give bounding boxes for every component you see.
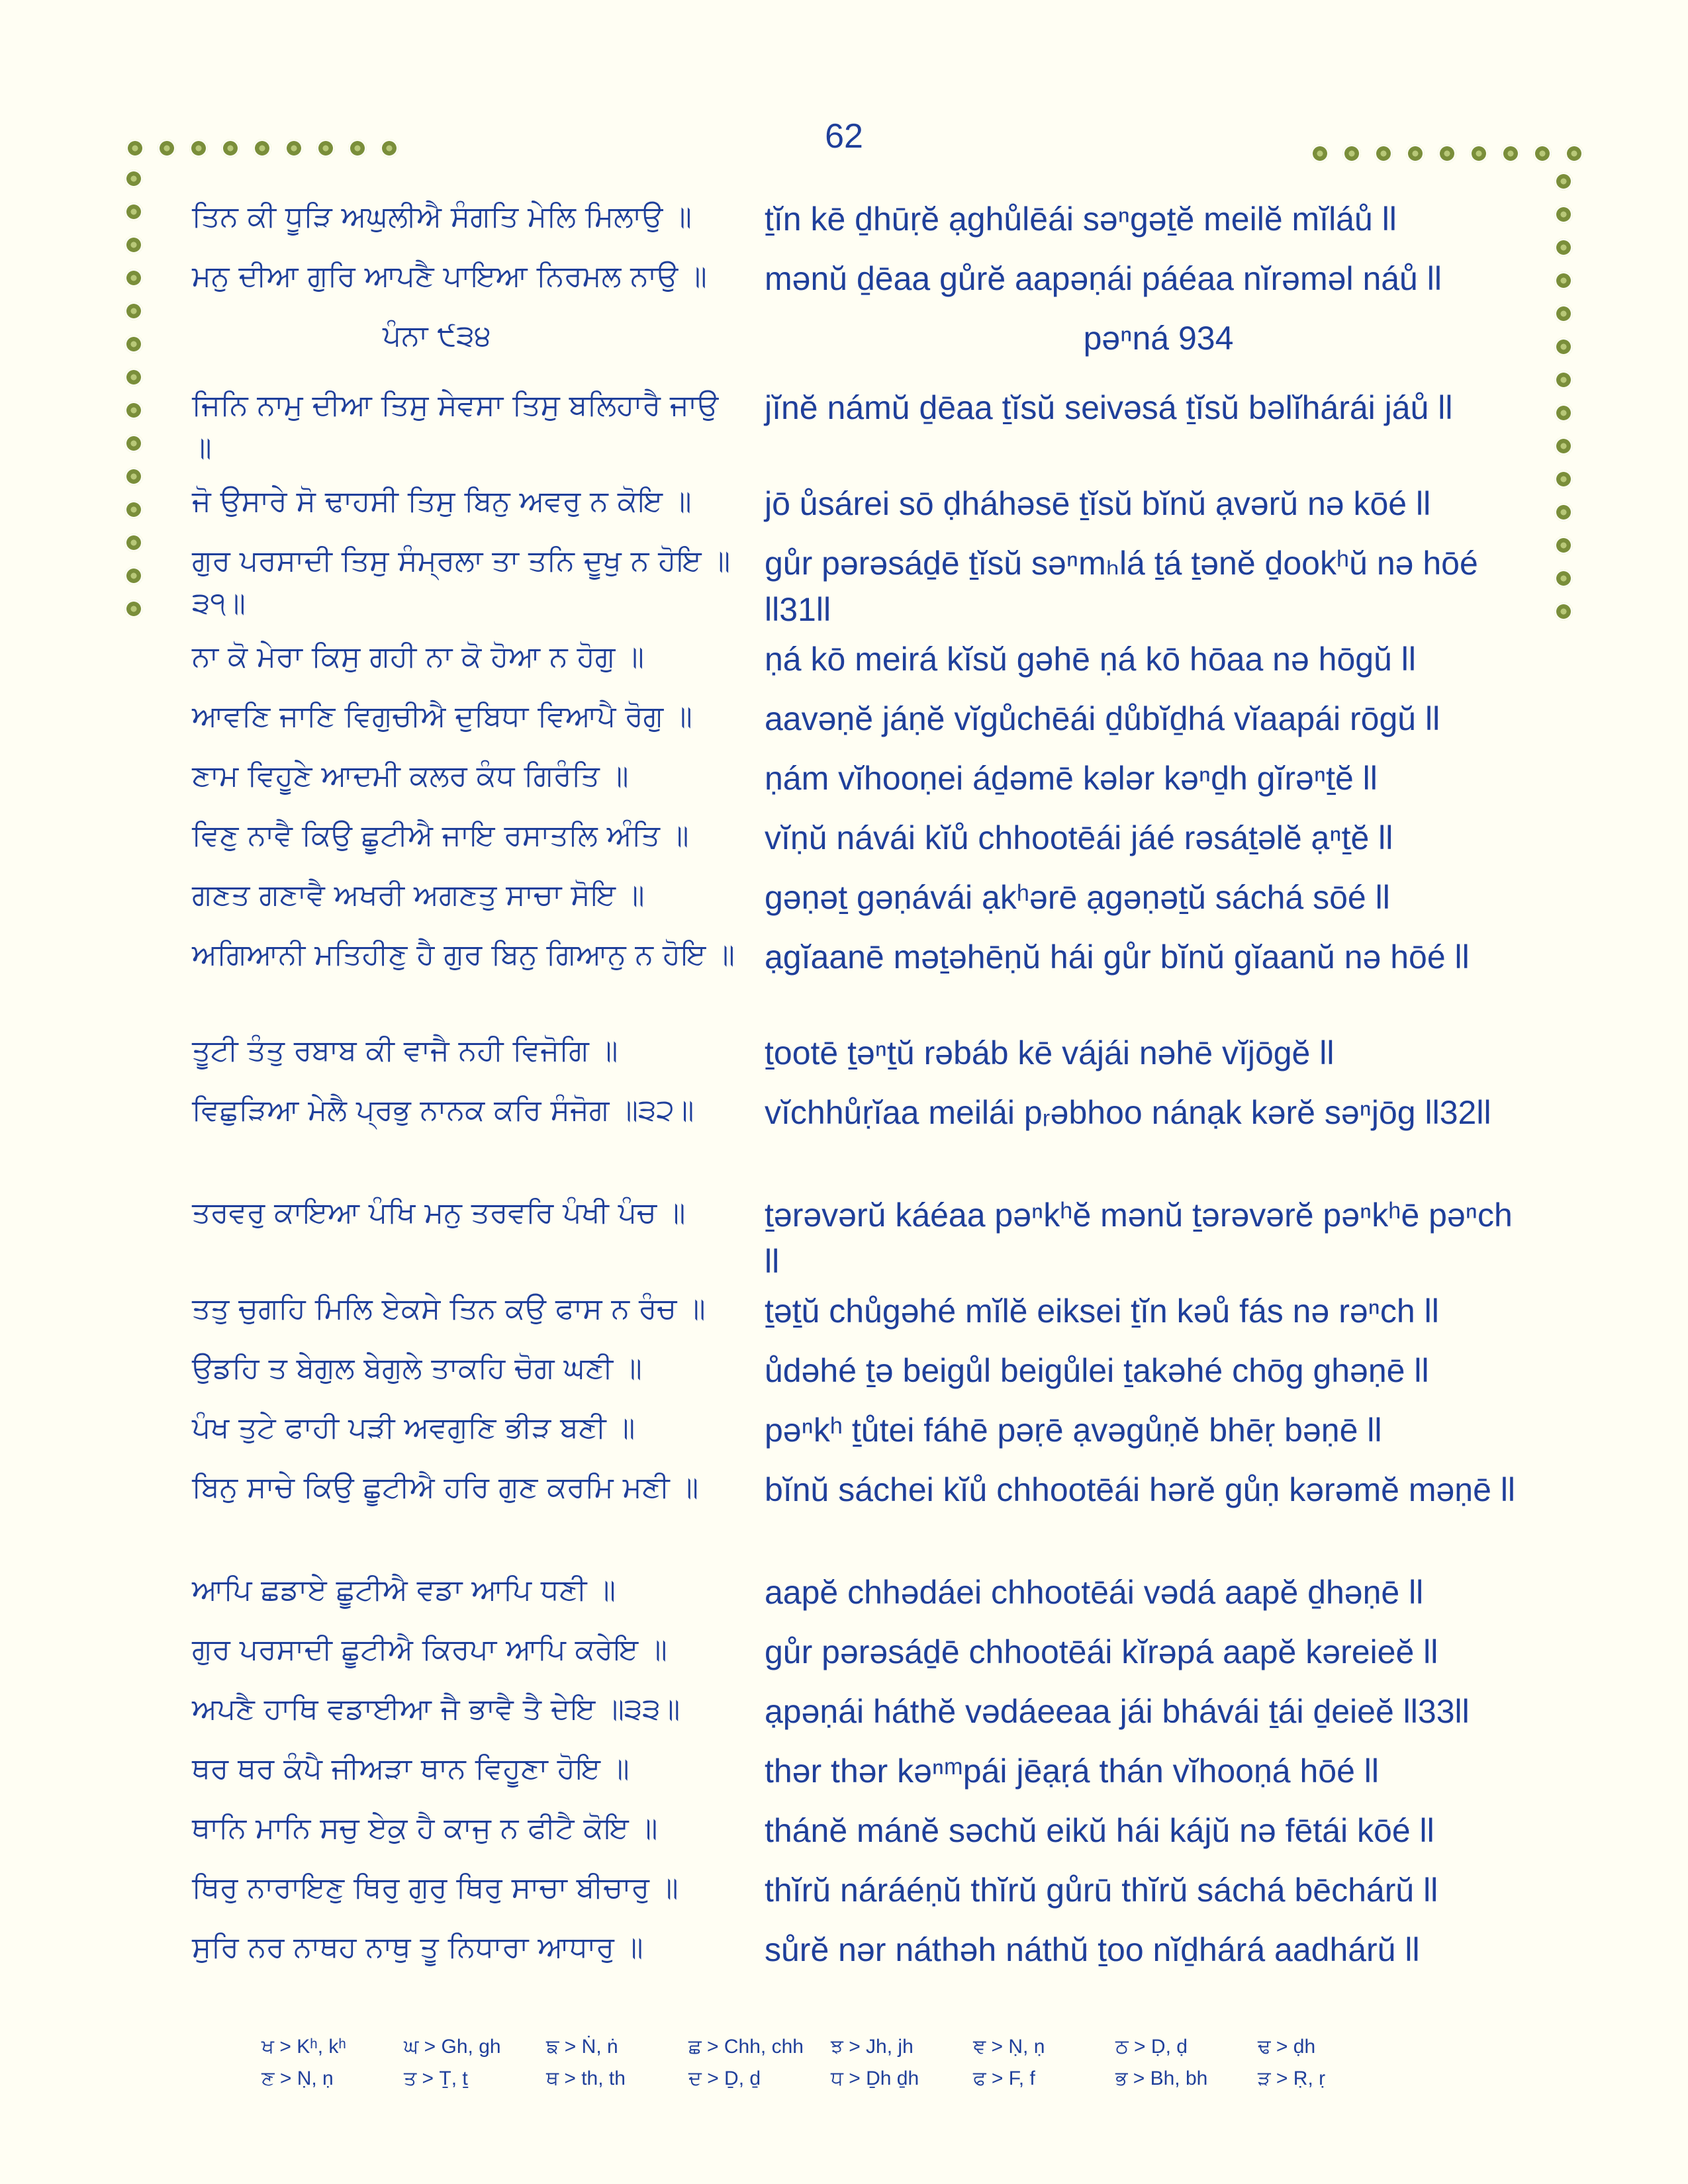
flower-icon [124, 533, 143, 552]
flower-icon [124, 567, 143, 585]
flower-icon [124, 203, 143, 221]
flower-icon [124, 467, 143, 486]
legend-item: ਙ > Ṅ, ṅ [546, 2036, 618, 2058]
flower-icon [1470, 144, 1488, 163]
gurmukhi-text: ਬਿਨੁ ਸਾਚੇ ਕਿਉ ਛੂਟੀਐ ਹਰਿ ਗੁਣ ਕਰਮਿ ਮਣੀ ॥ [192, 1471, 699, 1504]
flower-icon [1406, 144, 1425, 163]
floral-border-top-left [126, 139, 399, 158]
legend-item: ਥ > th, th [546, 2068, 626, 2089]
legend-item: ਘ > Gh, gh [404, 2036, 501, 2058]
flower-icon [126, 139, 144, 158]
transliteration-text: ůdəhé ṯə beigůl beigůlei ṯakəhé chōg ghəṇē ll [765, 1352, 1429, 1389]
floral-border-right [1554, 172, 1573, 621]
gurmukhi-text: ਤੂਟੀ ਤੰਤੁ ਰਬਾਬ ਕੀ ਵਾਜੈ ਨਹੀ ਵਿਜੋਗਿ ॥ [192, 1034, 618, 1068]
flower-icon [1554, 602, 1573, 621]
flower-icon [1533, 144, 1552, 163]
gurmukhi-text: ਥਰ ਥਰ ਕੰਪੈ ਜੀਅੜਾ ਥਾਨ ਵਿਹੂਣਾ ਹੋਇ ॥ [192, 1752, 630, 1786]
flower-icon [1554, 404, 1573, 422]
gurmukhi-text: ਗੁਰ ਪਰਸਾਦੀ ਤਿਸੁ ਸੰਮ੍ਰਲਾ ਤਾ ਤਨਿ ਦੂਖੁ ਨ ਹੋਇ ॥੩੧॥ [192, 544, 731, 620]
flower-icon [1501, 144, 1520, 163]
flower-icon [124, 401, 143, 420]
gurmukhi-text: ਤਤੁ ਚੁਗਹਿ ਮਿਲਿ ਏਕਸੇ ਤਿਨ ਕਉ ਫਾਸ ਨ ਰੰਚ ॥ [192, 1292, 706, 1326]
flower-icon [1374, 144, 1393, 163]
flower-icon [1554, 470, 1573, 488]
legend-row [261, 2068, 1420, 2090]
transliteration-legend [261, 2036, 1420, 2099]
transliteration-text: mənŭ ḏēaa gůrĕ aapəṇái páéaa nĭrəməl náů ll [765, 260, 1442, 297]
flower-icon [1554, 437, 1573, 455]
flower-icon [124, 335, 143, 353]
gurmukhi-text: ਆਵਣਿ ਜਾਣਿ ਵਿਗੁਚੀਐ ਦੁਬਿਧਾ ਵਿਆਪੈ ਰੋਗੁ ॥ [192, 700, 692, 733]
legend-item: ਦ > Ḏ, ḏ [688, 2068, 761, 2089]
transliteration-text: gůr pərəsáḏē chhootēái kĭrəpá aapĕ kəreieĕ ll [765, 1633, 1438, 1670]
flower-icon [1554, 304, 1573, 323]
gurmukhi-text: ਗੁਰ ਪਰਸਾਦੀ ਛੂਟੀਐ ਕਿਰਪਾ ਆਪਿ ਕਰੇਇ ॥ [192, 1633, 667, 1666]
legend-item: ਖ > Kʰ, kʰ [261, 2036, 346, 2058]
transliteration-text: aavəṇĕ jáṇĕ vĭgůchēái ḏůbĭḏhá vĭaapái rōgŭ ll [765, 700, 1440, 737]
flower-icon [158, 139, 176, 158]
gurmukhi-text: ਉਡਹਿ ਤ ਬੇਗੁਲ ਬੇਗੁਲੇ ਤਾਕਹਿ ਚੋਗ ਘਣੀ ॥ [192, 1351, 642, 1385]
transliteration-text: pəⁿkʰ ṯůtei fáhē pəṛē ạvəgůṇĕ bhēṛ bəṇē ll [765, 1412, 1382, 1449]
transliteration-text: ṇá kō meirá kĭsŭ gəhē ṇá kō hōaa nə hōgŭ ll [765, 641, 1417, 678]
flower-icon [316, 139, 335, 158]
legend-item: ਭ > Bh, bh [1115, 2068, 1208, 2089]
legend-item: ਞ > Ṇ, ṇ [973, 2036, 1045, 2058]
gurmukhi-text: ਆਪਿ ਛਡਾਏ ਛੂਟੀਐ ਵਡਾ ਆਪਿ ਧਣੀ ॥ [192, 1573, 616, 1607]
transliteration-text: ạgĭaanē məṯəhēṇŭ hái gůr bĭnŭ gĭaanŭ nə hōé ll [765, 938, 1470, 976]
gurmukhi-text: ਤਿਨ ਕੀ ਧੂੜਿ ਅਘੁਲੀਐ ਸੰਗਤਿ ਮੇਲਿ ਮਿਲਾਉ ॥ [192, 200, 692, 234]
gurmukhi-text: ਥਾਨਿ ਮਾਨਿ ਸਚੁ ਏਕੁ ਹੈ ਕਾਜੁ ਨ ਫੀਟੈ ਕੋਇ ॥ [192, 1811, 658, 1845]
transliteration-text: ṯootē ṯəⁿṯŭ rəbáb kē vájái nəhē vĭjōgĕ ll [765, 1034, 1335, 1071]
legend-item: ੜ > Ṛ, ṛ [1258, 2068, 1326, 2089]
legend-row [261, 2036, 1420, 2058]
gurmukhi-text: ਗਣਤ ਗਣਾਵੈ ਅਖਰੀ ਅਗਣਤੁ ਸਾਚਾ ਸੋਇ ॥ [192, 878, 645, 912]
gurmukhi-text: ਨਾ ਕੋ ਮੇਰਾ ਕਿਸੁ ਗਹੀ ਨਾ ਕੋ ਹੋਆ ਨ ਹੋਗੁ ॥ [192, 640, 644, 674]
flower-icon [1565, 144, 1583, 163]
flower-icon [124, 302, 143, 320]
gurmukhi-text: ਤਰਵਰੁ ਕਾਇਆ ਪੰਖਿ ਮਨੁ ਤਰਵਰਿ ਪੰਖੀ ਪੰਚ ॥ [192, 1196, 686, 1230]
flower-icon [1554, 536, 1573, 555]
transliteration-text: vĭchhůṛĭaa meilái pᵣəbhoo nánạk kərĕ səⁿjōg ll32ll [765, 1094, 1491, 1131]
flower-icon [124, 169, 143, 188]
flower-icon [348, 139, 367, 158]
gurmukhi-text: ਜੋ ਉਸਾਰੇ ਸੋ ਢਾਹਸੀ ਤਿਸੁ ਬਿਨੁ ਅਵਰੁ ਨ ਕੋਇ ॥ [192, 484, 692, 518]
flower-icon [124, 600, 143, 618]
gurmukhi-text: ਮਨੁ ਦੀਆ ਗੁਰਿ ਆਪਣੈ ਪਾਇਆ ਨਿਰਮਲ ਨਾਉ ॥ [192, 259, 707, 293]
gurmukhi-text: ਸੁਰਿ ਨਰ ਨਾਥਹ ਨਾਥੁ ਤੂ ਨਿਧਾਰਾ ਆਧਾਰੁ ॥ [192, 1931, 643, 1964]
gurmukhi-text: ਣਾਮ ਵਿਹੂਣੇ ਆਦਮੀ ਕਲਰ ਕੰਧ ਗਿਰੰਤਿ ॥ [192, 759, 629, 793]
flower-icon [285, 139, 303, 158]
flower-icon [1311, 144, 1329, 163]
transliteration-text: ạpəṇái háthĕ vədáeeaa jái bhávái ṯái ḏeieĕ ll33ll [765, 1693, 1470, 1730]
flower-icon [1554, 238, 1573, 257]
flower-icon [1554, 205, 1573, 224]
transliteration-text: ṯĭn kē ḏhūṛĕ ạghůlēái səⁿgəṯĕ meilĕ mĭláů ll [765, 201, 1397, 238]
gurmukhi-page-marker: ਪੰਨਾ ੯੩੪ [383, 319, 491, 353]
transliteration-text: jĭnĕ námŭ ḏēaa ṯĭsŭ seivəsá ṯĭsŭ bəlĭhárái jáů ll [765, 389, 1453, 426]
flower-icon [253, 139, 271, 158]
transliteration-text: gəṇəṯ gəṇávái ạkʰərē ạgəṇəṯŭ sáchá sōé ll [765, 879, 1390, 916]
flower-icon [189, 139, 208, 158]
legend-item: ਫ > F, f [973, 2068, 1035, 2089]
transliteration-text: ṯəṯŭ chůgəhé mĭlĕ eiksei ṯĭn kəů fás nə rəⁿch ll [765, 1293, 1439, 1330]
transliteration-text: aapĕ chhədáei chhootēái vədá aapĕ ḏhəṇē ll [765, 1574, 1424, 1611]
transliteration-text: ṯərəvərŭ káéaa pəⁿkʰĕ mənŭ ṯərəvərĕ pəⁿkʰē pəⁿch ll [765, 1197, 1513, 1280]
flower-icon [124, 368, 143, 387]
legend-item: ਤ > Ṯ, ṯ [404, 2068, 468, 2089]
transliteration-text: jō ůsárei sō ḍháhəsē ṯĭsŭ bĭnŭ ạvərŭ nə kōé ll [765, 485, 1431, 522]
gurmukhi-text: ਵਿਣੁ ਨਾਵੈ ਕਿਉ ਛੂਟੀਐ ਜਾਇ ਰਸਾਤਲਿ ਅੰਤਿ ॥ [192, 819, 689, 852]
legend-item: ਝ > Jh, jh [831, 2036, 914, 2058]
gurmukhi-text: ਥਿਰੁ ਨਾਰਾਇਣੁ ਥਿਰੁ ਗੁਰੁ ਥਿਰੁ ਸਾਚਾ ਬੀਚਾਰੁ ॥ [192, 1871, 679, 1905]
page-number: 62 [825, 117, 863, 156]
legend-item: ਢ > ḍh [1258, 2036, 1316, 2058]
floral-border-left [124, 169, 143, 618]
flower-icon [1554, 569, 1573, 588]
flower-icon [221, 139, 240, 158]
transliteration-text: ṇám vĭhooṇei áḏəmē kələr kəⁿḏh gĭrəⁿṯĕ ll [765, 760, 1378, 797]
flower-icon [1554, 371, 1573, 389]
flower-icon [1554, 271, 1573, 290]
flower-icon [380, 139, 399, 158]
flower-icon [1438, 144, 1456, 163]
gurmukhi-text: ਵਿਛੁੜਿਆ ਮੇਲੈ ਪ੍ਰਭੁ ਨਾਨਕ ਕਰਿ ਸੰਜੋਗ ॥੩੨॥ [192, 1093, 694, 1127]
flower-icon [1554, 503, 1573, 522]
floral-border-top-right [1311, 144, 1583, 163]
gurmukhi-text: ਜਿਨਿ ਨਾਮੁ ਦੀਆ ਤਿਸੁ ਸੇਵਸਾ ਤਿਸੁ ਬਲਿਹਾਰੈ ਜਾਉ ॥ [192, 388, 719, 465]
legend-item: ਛ > Chh, chh [688, 2036, 804, 2058]
gurmukhi-text: ਅਗਿਆਨੀ ਮਤਿਹੀਣੁ ਹੈ ਗੁਰ ਬਿਨੁ ਗਿਆਨੁ ਨ ਹੋਇ ॥ [192, 938, 735, 972]
transliteration-text: gůr pərəsáḏē ṯĭsŭ səⁿmₕlá ṯá ṯənĕ ḏookʰŭ nə hōé ll31ll [765, 545, 1478, 628]
legend-item: ਧ > Ḏh ḏh [831, 2068, 919, 2089]
legend-item: ਣ > Ṇ, ṇ [261, 2068, 334, 2089]
transliteration-text: vĭṇŭ návái kĭů chhootēái jáé rəsáṯəlĕ ạⁿṯĕ ll [765, 819, 1393, 856]
gurmukhi-text: ਅਪਣੈ ਹਾਥਿ ਵਡਾਈਆ ਜੈ ਭਾਵੈ ਤੈ ਦੇਇ ॥੩੩॥ [192, 1692, 680, 1726]
flower-icon [124, 269, 143, 287]
flower-icon [124, 500, 143, 519]
flower-icon [1554, 172, 1573, 191]
flower-icon [124, 236, 143, 254]
transliteration-text: thər thər kəⁿᵐpái jēạṛá thán vĭhooṇá hōé ll [765, 1752, 1380, 1790]
transliteration-text: sůrĕ nər náthəh náthŭ ṯoo nĭḏhárá aadhárŭ ll [765, 1931, 1420, 1968]
transliteration-text: bĭnŭ sáchei kĭů chhootēái hərĕ gůṇ kərəmĕ məṇē ll [765, 1471, 1516, 1508]
flower-icon [124, 434, 143, 453]
flower-icon [1342, 144, 1361, 163]
transliteration-text: thánĕ mánĕ səchŭ eikŭ hái kájŭ nə fētái kōé ll [765, 1812, 1434, 1849]
legend-item: ਠ > Ḍ, ḍ [1115, 2036, 1188, 2058]
flower-icon [1554, 338, 1573, 356]
transliteration-page-marker: pəⁿná 934 [1083, 320, 1234, 357]
transliteration-text: thĭrŭ náráéṇŭ thĭrŭ gůrū thĭrŭ sáchá bēchárŭ ll [765, 1872, 1438, 1909]
gurmukhi-text: ਪੰਖ ਤੁਟੇ ਫਾਹੀ ਪੜੀ ਅਵਗੁਣਿ ਭੀੜ ਬਣੀ ॥ [192, 1411, 635, 1445]
